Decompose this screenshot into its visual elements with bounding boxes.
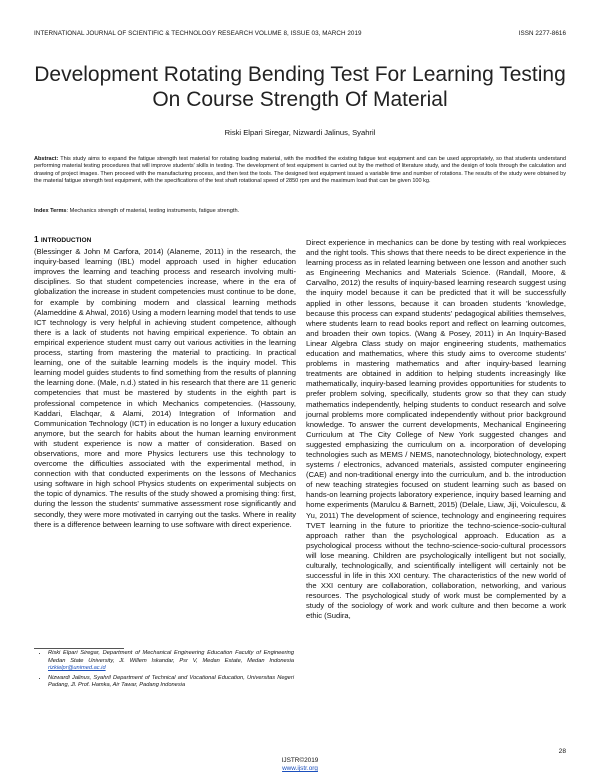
footnote-text: Nizwardi Jalinus, Syahril Department of Technical and Vocational Education, Universitas Negeri Padang, Jl. Prof. Hamka, Air Tawar, Padang Indonesia xyxy=(48,674,294,689)
author-list: Riski Elpari Siregar, Nizwardi Jalinus, Syahril xyxy=(224,128,376,137)
left-body-text: (Blessinger & John M Carfora, 2014) (Alaneme, 2011) in the research, the inquiry-based learning (IBL) model approach used in higher education improves the learning and teaching process and research involving multi-disciplines. So that student competencies increase, where in the era of globalization the increase in student competencies must continue to be done, for example by combining modern and classical learning methods (Alameddine & Ahwal, 2016) Using a modern learning model that tends to use ICT technology is very helpful in achieving student competence, although there is a lack of students not having empirical experience. To obtain an empirical experience student must carry out various activities in the learning process, starting from mastering the material to practicing. In practical learning, one of the suitable learning models is the inquiry model. This learning model guides students to find something from the results of planning the learning done. (Male, n.d.) stated in his research that there are 11 generic competencies that must be mastered by students in the eighth part is professional competence in which Mechanics competencies. (Hassouny, Kaddari, Elachqar, & Alami, 2014) Integration of Information and Communication Technology (ICT) in education is no longer a luxury education anymore, but the search for habits about the human learning environment with student experience is now a matter of consideration. Based on observations, more and more Physics lecturers use this technology to overcome the difficulties associated with the experimental method, in connection with that conducted experiments on the lessons of Mechanics using software in high school Physics students on experimental subjects on the topic of dynamics. The results of the study showed a promising thing: first, during the lesson the students' summative assessment rose significantly and secondly, they were more motivated in carrying out the tasks. Where in reality there is a difference between learning to use software with direct experience. xyxy=(34,247,296,529)
footer-url[interactable]: www.ijstr.org xyxy=(282,765,318,772)
index-terms-label: Index Terms xyxy=(34,208,67,214)
right-body-text: Direct experience in mechanics can be done by testing with real workpieces and the right tools. This shows that there needs to be direct experience in the learning process as in related learning between one lesson and another such as Engineering Mechanics and Materials Science. (Randall, Moore, & Carvalho, 2012) the results of inquiry-based learning research suggest using the inquiry model because it can be predicted that it will be successfully applied in other lessons, because it can broaden students 'knowledge, because this process can expand students' pedagogical abilities themselves, where students learn to read books report and reflect on learning outcomes, and broaden their own topics. (Wang & Posey, 2011) in An Inquiry-Based Linear Algebra Class study on major engineering students, mathematics education and mathematics, where this study aims to overcome students' problems in mastering mathematics and after inquiry-based learning treatments are obtained in addition to helping students increasingly like mathematically, inquiry-based learning provides opportunities for students to prefer problem solving, specifically, students grow so that they can study mathematics independently, helping students to conduct research and solve journal problems more complicated independently without prior background knowledge. To answer the current developments, Mechanical Engineering Curriculum at The City College of New York suggested changes and suggested emphasizing the curriculum on a. incorporation of developing technologies such as MEMS / NEMS, nanotechnology, biotechnology, expert systems / electronics, advanced materials, assisted computer engineering (CAE) and non-traditional energy into the curriculum, and b. the introduction of new teaching strategies focused on student learning such as based on hands-on learning projects laboratory experience, inquiry based learning and home experiments (Marulcu & Barnett, 2015) (Delale, Liaw, Jiji, Voiculescu, & Yu, 2011) The development of science, technology and engineering requires TVET learning in the future to prioritize the techno-science-socio-cultural approach rather than the psychological approach. Education as a psychological process without the techno-science-socio-cultural processors will lose meaning. Children are psychologically intelligent but not socially, culturally, technologically, and scientifically intelligent will certainly not be successful in life in this XXI century. The characteristics of the new world of the XXI century are collaboration, collaboration, networking, and various resources. The psychological study of work must be complemented by a study of the sociology of work and work culture and then become a work ethic (Sudira, xyxy=(306,238,566,621)
footnote-item xyxy=(48,675,294,690)
footnotes xyxy=(34,650,294,692)
abstract xyxy=(34,156,566,186)
right-column xyxy=(306,238,566,622)
page-footer xyxy=(0,757,600,773)
abstract-text: This study aims to expand the fatigue strength test material for rotating loading material, with the modified the existing fatigue test equipment and can be used appropriately, so that students understand performing material testing procedures that will improve students' skills in testing. The development of test equipment is carried out by the method of literature study, and the design of tools through the calculation and drawing of project images. Then proceed with the manufacturing process, and then test the tools. The designed test equipment issued a variable time and number of rotations. The results of the study were obtained by the material fatigue strength test equipment, with the specifications of the test shaft rotational speed of 2850 rpm and the maximum load that can be given 100 kg. xyxy=(34,156,566,185)
paper-title: Development Rotating Bending Test For Learning Testing On Course Strength Of Material xyxy=(34,63,566,111)
page-number: 28 xyxy=(558,748,566,755)
index-terms xyxy=(34,208,566,214)
section-heading xyxy=(34,235,296,246)
left-column xyxy=(34,235,296,530)
abstract-label: Abstract: xyxy=(34,156,59,162)
footer-code: IJSTR©2019 xyxy=(281,757,319,764)
journal-name: INTERNATIONAL JOURNAL OF SCIENTIFIC & TECHNOLOGY RESEARCH VOLUME 8, ISSUE 03, MARCH 2019 xyxy=(34,30,362,37)
section-title: INTRODUCTION xyxy=(40,237,92,244)
footnote-item xyxy=(48,650,294,673)
footnote-divider xyxy=(34,648,124,649)
footnote-text: Riski Elpari Siregar, Department of Mechanical Engineering Education Faculty of Engineering Medan State University, Jl. Willem Iskandar, Psr V, Medan Estate, Medan Indonesia xyxy=(48,650,294,664)
email-link[interactable]: rizkielpr@unimed.ac.id xyxy=(48,665,106,672)
index-terms-text: : Mechanics strength of material, testing instruments, fatigue strength. xyxy=(66,208,240,214)
section-number: 1 xyxy=(34,235,39,244)
issn: ISSN 2277-8616 xyxy=(518,30,566,37)
running-header xyxy=(34,30,566,42)
